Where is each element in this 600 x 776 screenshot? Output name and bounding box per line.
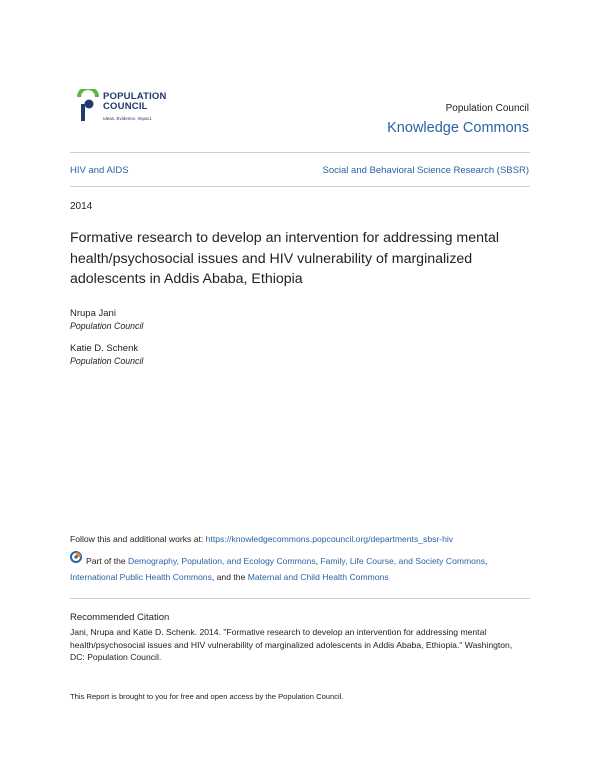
- citation-heading: Recommended Citation: [70, 612, 170, 623]
- repository-name-link[interactable]: Knowledge Commons: [387, 120, 529, 136]
- follow-line: [70, 534, 540, 544]
- commons-link-maternal-child[interactable]: Maternal and Child Health Commons: [247, 572, 389, 582]
- access-statement: This Report is brought to you for free and open access by the Population Council.: [70, 692, 344, 701]
- part-of-commons: [70, 553, 520, 585]
- collection-url-link[interactable]: https://knowledgecommons.popcouncil.org/departments_sbsr-hiv: [205, 534, 454, 544]
- commons-link-demography[interactable]: Demography, Population, and Ecology Commons: [128, 556, 316, 566]
- author-name: Nrupa Jani: [70, 308, 116, 319]
- separator-text: , and the: [211, 572, 248, 582]
- document-title: Formative research to develop an intervention for addressing mental health/psychosocial issues and HIV vulnerability of marginalized adolescents in Addis Ababa, Ethiopia: [70, 230, 500, 287]
- part-of-prefix: Part of the: [86, 556, 129, 566]
- commons-link-international-health[interactable]: International Public Health Commons: [70, 572, 212, 582]
- logo-mark-icon: [77, 89, 101, 123]
- author-affiliation: Population Council: [70, 356, 144, 366]
- author-name: Katie D. Schenk: [70, 343, 139, 354]
- category-link-sbsr[interactable]: Social and Behavioral Science Research (SBSR): [322, 165, 529, 176]
- follow-prefix: Follow this and additional works at:: [70, 534, 206, 544]
- logo-tagline: Ideas. Evidence. Impact.: [103, 116, 153, 121]
- separator-text: ,: [485, 556, 488, 566]
- logo-text-line1: POPULATION: [103, 91, 167, 102]
- divider: [70, 186, 530, 187]
- logo-text-line2: COUNCIL: [103, 101, 148, 112]
- divider: [70, 152, 530, 153]
- commons-link-family[interactable]: Family, Life Course, and Society Commons: [320, 556, 486, 566]
- divider: [70, 598, 530, 599]
- separator-text: ,: [315, 556, 321, 566]
- author-affiliation: Population Council: [70, 321, 144, 331]
- publication-year: 2014: [70, 201, 93, 212]
- population-council-logo[interactable]: [77, 89, 187, 129]
- header-org-name: Population Council: [445, 103, 529, 114]
- citation-text: Jani, Nrupa and Katie D. Schenk. 2014. "Formative research to develop an intervention for addressing mental health/psychosocial issues and HIV vulnerability of marginalized adolescents in Addis Ababa, Ethiopia." Washington, DC: Population Council.: [70, 627, 513, 662]
- category-link-hiv[interactable]: HIV and AIDS: [70, 165, 129, 176]
